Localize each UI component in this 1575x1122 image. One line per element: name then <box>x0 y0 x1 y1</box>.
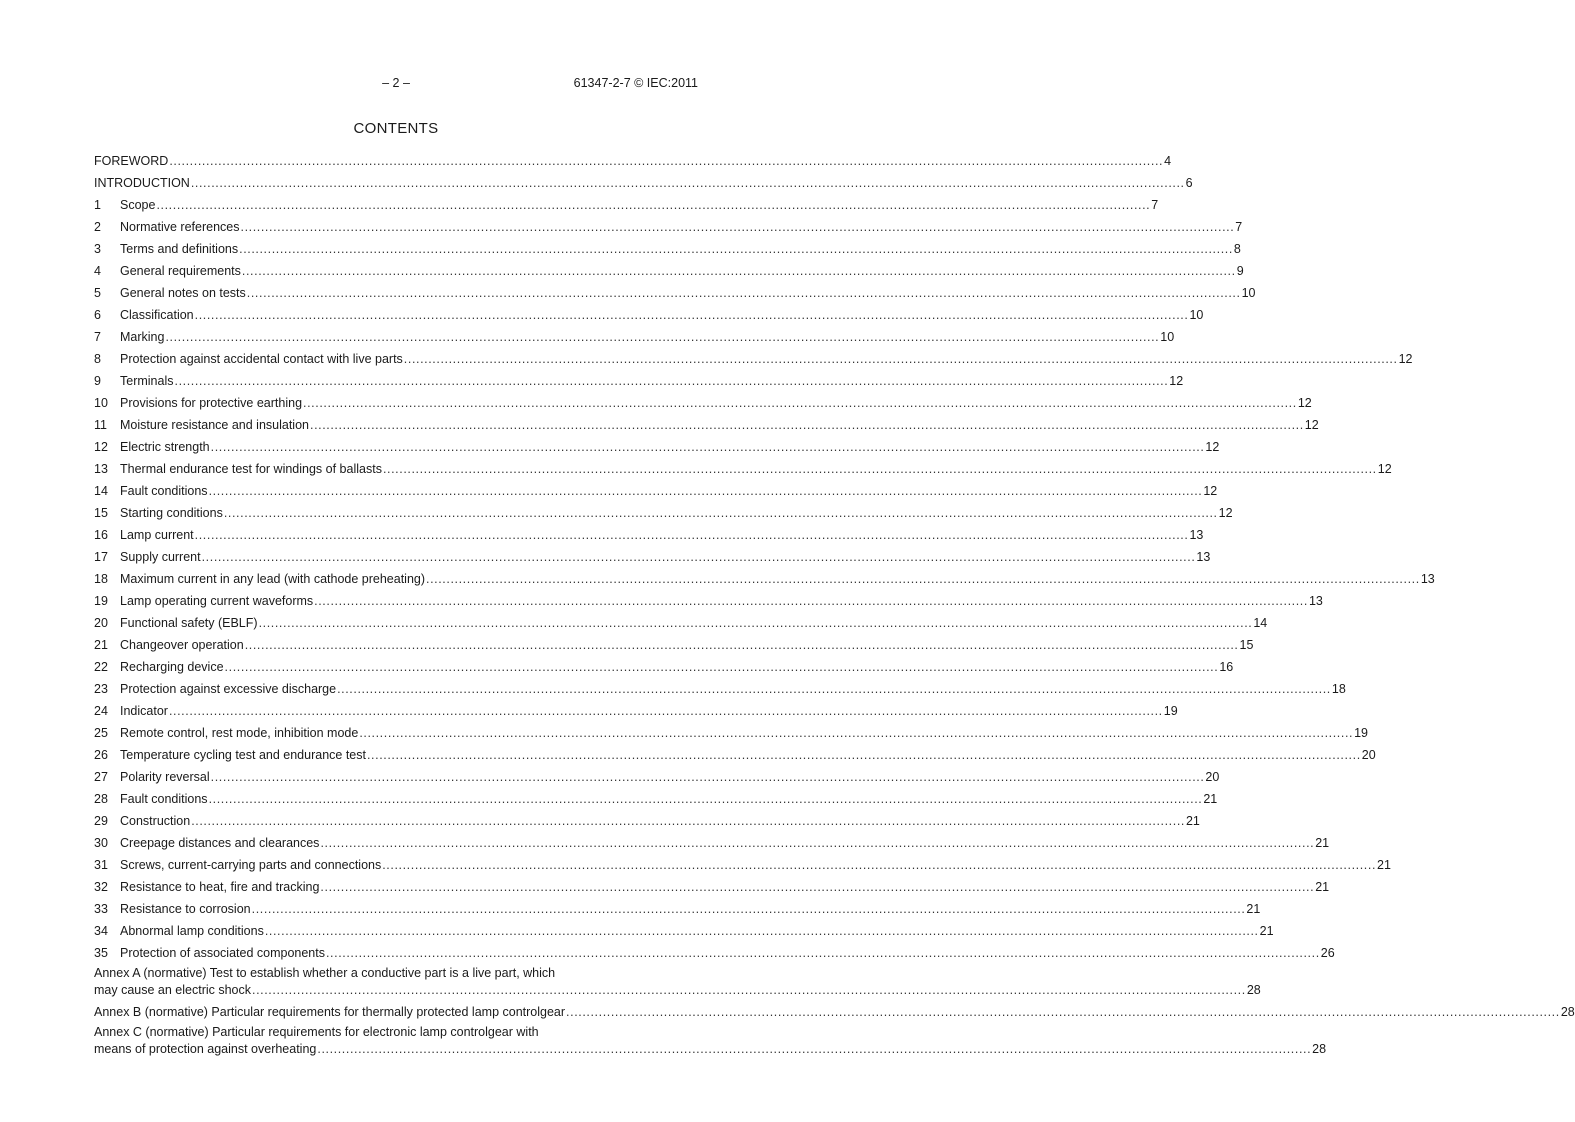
toc-entry-page: 13 <box>1196 550 1211 564</box>
toc-leader-dots: .................................................................................................................................................................................................................................................... <box>246 286 1241 300</box>
toc-entry-page: 13 <box>1420 572 1435 586</box>
toc-entry-page: 6 <box>1185 176 1193 190</box>
toc-entry-title: General requirements <box>120 264 241 278</box>
toc-entry-title: INTRODUCTION <box>94 176 190 190</box>
toc-entry-title: Provisions for protective earthing <box>120 396 303 410</box>
toc-entry-title: Construction <box>120 814 191 828</box>
toc-entry-title: Starting conditions <box>120 506 223 520</box>
toc-entry-number: 29 <box>94 814 108 828</box>
toc-leader-dots: .................................................................................................................................................................................................................................................... <box>403 352 1398 366</box>
toc-entry-page: 28 <box>1560 1005 1575 1019</box>
toc-entry-title: Screws, current-carrying parts and connections <box>120 858 382 872</box>
toc-entry-page: 16 <box>1219 660 1234 674</box>
toc-entry-number: 17 <box>94 550 108 564</box>
toc-leader-dots: .................................................................................................................................................................................................................................................... <box>566 1005 1560 1019</box>
toc-leader-dots: .................................................................................................................................................................................................................................................... <box>325 946 1320 960</box>
toc-entry-page: 12 <box>1377 462 1392 476</box>
toc-entry-number: 4 <box>94 264 101 278</box>
toc-annex-title-line1: Annex C (normative) Particular requirements for electronic lamp controlgear with <box>94 1025 539 1039</box>
toc-leader-dots: .................................................................................................................................................................................................................................................... <box>240 220 1235 234</box>
toc-entry[interactable] <box>94 876 1330 898</box>
document-reference: 61347-2-7 © IEC:2011 <box>573 76 698 90</box>
toc-entry-number: 8 <box>94 352 101 366</box>
toc-entry-page: 20 <box>1205 770 1220 784</box>
toc-entry[interactable] <box>94 502 1233 524</box>
toc-entry[interactable] <box>94 612 1268 634</box>
toc-entry-number: 11 <box>94 418 107 432</box>
toc-leader-dots: .................................................................................................................................................................................................................................................... <box>366 748 1361 762</box>
toc-entry-page: 12 <box>1398 352 1413 366</box>
toc-entry-title: Maximum current in any lead (with cathode preheating) <box>120 572 426 586</box>
toc-entry-number: 10 <box>94 396 108 410</box>
toc-entry[interactable] <box>94 260 1244 282</box>
toc-entry[interactable] <box>94 854 1391 876</box>
toc-entry-page: 4 <box>1164 154 1172 168</box>
toc-entry-number: 3 <box>94 242 101 256</box>
toc-leader-dots: .................................................................................................................................................................................................................................................... <box>190 176 1185 190</box>
toc-leader-dots: .................................................................................................................................................................................................................................................... <box>194 528 1189 542</box>
toc-entry-title: Remote control, rest mode, inhibition mode <box>120 726 359 740</box>
toc-entry-title: Protection against accidental contact with live parts <box>120 352 403 366</box>
toc-entry[interactable] <box>94 832 1330 854</box>
toc-entry-number: 19 <box>94 594 108 608</box>
toc-entry[interactable] <box>94 656 1234 678</box>
toc-leader-dots: .................................................................................................................................................................................................................................................... <box>426 572 1420 586</box>
toc-entry[interactable] <box>94 458 1392 480</box>
toc-entry[interactable] <box>94 238 1241 260</box>
toc-entry-page: 19 <box>1163 704 1178 718</box>
toc-leader-dots: .................................................................................................................................................................................................................................................... <box>191 814 1185 828</box>
toc-leader-dots: .................................................................................................................................................................................................................................................... <box>241 264 1236 278</box>
toc-entry-title: Changeover operation <box>120 638 244 652</box>
toc-entry-page: 10 <box>1160 330 1175 344</box>
toc-entry-number: 28 <box>94 792 108 806</box>
toc-entry[interactable] <box>94 216 1243 238</box>
toc-entry[interactable] <box>94 590 1323 612</box>
toc-entry-number: 30 <box>94 836 108 850</box>
toc-leader-dots: .................................................................................................................................................................................................................................................... <box>210 770 1205 784</box>
toc-entry-page: 13 <box>1189 528 1204 542</box>
toc-entry-title: Recharging device <box>120 660 224 674</box>
toc-entry-title: Protection of associated components <box>120 946 325 960</box>
toc-entry[interactable] <box>94 920 1274 942</box>
toc-entry-page: 7 <box>1151 198 1159 212</box>
toc-entry[interactable] <box>94 744 1376 766</box>
toc-leader-dots: .................................................................................................................................................................................................................................................... <box>337 682 1331 696</box>
toc-leader-dots: .................................................................................................................................................................................................................................................... <box>359 726 1354 740</box>
toc-entry-page: 21 <box>1203 792 1218 806</box>
toc-entry-title: Electric strength <box>120 440 210 454</box>
toc-leader-dots: .................................................................................................................................................................................................................................................... <box>169 154 1164 168</box>
toc-entry[interactable] <box>94 370 1184 392</box>
toc-leader-dots: .................................................................................................................................................................................................................................................... <box>156 198 1151 212</box>
toc-entry-number: 12 <box>94 440 108 454</box>
toc-entry-title: Indicator <box>120 704 168 718</box>
toc-annex-entry[interactable] <box>94 1025 1327 1058</box>
toc-annex-line <box>94 1040 1327 1058</box>
toc-entry-title: Terms and definitions <box>120 242 239 256</box>
toc-leader-dots: .................................................................................................................................................................................................................................................... <box>303 396 1297 410</box>
toc-entry-page: 12 <box>1205 440 1220 454</box>
toc-entry-number: 18 <box>94 572 108 586</box>
toc-leader-dots: .................................................................................................................................................................................................................................................... <box>310 418 1304 432</box>
toc-entry-page: 26 <box>1320 946 1335 960</box>
toc-entry-title: Resistance to heat, fire and tracking <box>120 880 320 894</box>
toc-entry-title: Moisture resistance and insulation <box>120 418 309 432</box>
toc-entry-number: 2 <box>94 220 101 234</box>
toc-entry-title: Temperature cycling test and endurance test <box>120 748 366 762</box>
toc-entry-page: 28 <box>1312 1042 1327 1056</box>
toc-entry-number: 5 <box>94 286 101 300</box>
toc-entry[interactable] <box>94 392 1312 414</box>
toc-entry[interactable] <box>94 722 1369 744</box>
toc-entry-number: 16 <box>94 528 108 542</box>
toc-entry-number: 13 <box>94 462 108 476</box>
toc-entry-page: 9 <box>1236 264 1244 278</box>
toc-entry-page: 19 <box>1354 726 1369 740</box>
toc-annex-title-line2: Annex B (normative) Particular requirements for thermally protected lamp controlgear <box>94 1005 566 1019</box>
toc-entry[interactable] <box>94 788 1218 810</box>
toc-entry-page: 21 <box>1315 836 1330 850</box>
toc-leader-dots: .................................................................................................................................................................................................................................................... <box>252 983 1246 997</box>
toc-entry-page: 21 <box>1315 880 1330 894</box>
toc-entry-number: 20 <box>94 616 108 630</box>
toc-entry-page: 14 <box>1253 616 1268 630</box>
toc-entry-number: 7 <box>94 330 101 344</box>
toc-entry-page: 10 <box>1189 308 1204 322</box>
toc-entry-page: 21 <box>1185 814 1200 828</box>
toc-entry-title: Polarity reversal <box>120 770 210 784</box>
toc-leader-dots: .................................................................................................................................................................................................................................................... <box>251 902 1246 916</box>
toc-entry[interactable] <box>94 326 1175 348</box>
toc-leader-dots: .................................................................................................................................................................................................................................................... <box>258 616 1253 630</box>
contents-title: CONTENTS <box>353 120 439 137</box>
toc-entry-title: Creepage distances and clearances <box>120 836 320 850</box>
toc-leader-dots: .................................................................................................................................................................................................................................................... <box>168 704 1163 718</box>
toc-entry[interactable] <box>94 700 1178 722</box>
toc-entry-number: 24 <box>94 704 108 718</box>
toc-entry[interactable] <box>94 898 1261 920</box>
toc-annex-line <box>94 1003 1575 1021</box>
toc-leader-dots: .................................................................................................................................................................................................................................................... <box>382 858 1377 872</box>
toc-leader-dots: .................................................................................................................................................................................................................................................... <box>201 550 1196 564</box>
toc-annex-entry[interactable] <box>94 1003 1575 1021</box>
toc-leader-dots: .................................................................................................................................................................................................................................................... <box>244 638 1239 652</box>
toc-leader-dots: .................................................................................................................................................................................................................................................... <box>208 792 1203 806</box>
toc-entry[interactable] <box>94 348 1413 370</box>
toc-entry-number: 25 <box>94 726 108 740</box>
toc-entry-number: 27 <box>94 770 108 784</box>
page-header <box>94 76 698 92</box>
toc-entry-title: Classification <box>120 308 194 322</box>
toc-entry-number: 31 <box>94 858 108 872</box>
toc-leader-dots: .................................................................................................................................................................................................................................................... <box>165 330 1160 344</box>
toc-entry-page: 18 <box>1331 682 1346 696</box>
toc-entry-title: Abnormal lamp conditions <box>120 924 264 938</box>
toc-entry-number: 21 <box>94 638 108 652</box>
toc-annex-line <box>94 981 1261 999</box>
toc-entry-title: Fault conditions <box>120 484 208 498</box>
toc-leader-dots: .................................................................................................................................................................................................................................................... <box>223 506 1218 520</box>
toc-entry-title: Marking <box>120 330 165 344</box>
toc-entry-number: 33 <box>94 902 108 916</box>
toc-entry-title: Lamp operating current waveforms <box>120 594 314 608</box>
toc-entry[interactable] <box>94 634 1254 656</box>
toc-annex-title-line2: means of protection against overheating <box>94 1042 317 1056</box>
toc-entry-title: Protection against excessive discharge <box>120 682 337 696</box>
toc-entry-title: Normative references <box>120 220 240 234</box>
toc-entry[interactable] <box>94 436 1220 458</box>
toc-leader-dots: .................................................................................................................................................................................................................................................... <box>210 440 1205 454</box>
toc-leader-dots: .................................................................................................................................................................................................................................................... <box>320 880 1315 894</box>
toc-entry[interactable] <box>94 304 1204 326</box>
toc-leader-dots: .................................................................................................................................................................................................................................................... <box>174 374 1169 388</box>
toc-entry[interactable] <box>94 766 1220 788</box>
toc-leader-dots: .................................................................................................................................................................................................................................................... <box>208 484 1203 498</box>
toc-entry-title: Scope <box>120 198 156 212</box>
toc-entry[interactable] <box>94 810 1200 832</box>
toc-leader-dots: .................................................................................................................................................................................................................................................... <box>382 462 1377 476</box>
toc-entry-title: FOREWORD <box>94 154 169 168</box>
toc-entry-page: 12 <box>1297 396 1312 410</box>
toc-entry-page: 12 <box>1203 484 1218 498</box>
toc-entry-number: 1 <box>94 198 101 212</box>
toc-entry-page: 8 <box>1233 242 1241 256</box>
toc-entry-title: Lamp current <box>120 528 194 542</box>
toc-leader-dots: .................................................................................................................................................................................................................................................... <box>239 242 1233 256</box>
toc-entry-number: 9 <box>94 374 101 388</box>
toc-entry-page: 12 <box>1304 418 1319 432</box>
toc-entry-page: 12 <box>1169 374 1184 388</box>
toc-leader-dots: .................................................................................................................................................................................................................................................... <box>224 660 1219 674</box>
toc-entry-page: 21 <box>1246 902 1261 916</box>
page-number: – 2 – <box>382 76 410 90</box>
toc-entry-page: 21 <box>1259 924 1274 938</box>
toc-entry-number: 14 <box>94 484 108 498</box>
toc-entry-page: 7 <box>1235 220 1243 234</box>
toc-entry[interactable] <box>94 194 1159 216</box>
toc-entry-number: 34 <box>94 924 108 938</box>
toc-entry-number: 35 <box>94 946 108 960</box>
toc-entry-page: 12 <box>1218 506 1233 520</box>
toc-entry[interactable] <box>94 414 1319 436</box>
toc-entry[interactable] <box>94 282 1256 304</box>
toc-entry-number: 32 <box>94 880 108 894</box>
toc-entry[interactable] <box>94 524 1204 546</box>
toc-entry-page: 13 <box>1308 594 1323 608</box>
toc-entry-title: Functional safety (EBLF) <box>120 616 258 630</box>
toc-entry[interactable] <box>94 546 1211 568</box>
toc-entry-page: 15 <box>1239 638 1254 652</box>
toc-annex-title-line2: may cause an electric shock <box>94 983 252 997</box>
toc-entry[interactable] <box>94 568 1435 590</box>
toc-entry-title: Terminals <box>120 374 174 388</box>
toc-entry-page: 10 <box>1241 286 1256 300</box>
toc-entry-page: 20 <box>1361 748 1376 762</box>
toc-entry-number: 26 <box>94 748 108 762</box>
toc-entry-number: 22 <box>94 660 108 674</box>
toc-entry-title: General notes on tests <box>120 286 246 300</box>
toc-leader-dots: .................................................................................................................................................................................................................................................... <box>264 924 1259 938</box>
toc-leader-dots: .................................................................................................................................................................................................................................................... <box>317 1042 1312 1056</box>
toc-entry[interactable] <box>94 942 1335 964</box>
toc-leader-dots: .................................................................................................................................................................................................................................................... <box>320 836 1315 850</box>
toc-leader-dots: .................................................................................................................................................................................................................................................... <box>194 308 1189 322</box>
toc-entry-title: Resistance to corrosion <box>120 902 251 916</box>
toc-annex-title-line1: Annex A (normative) Test to establish whether a conductive part is a live part, which <box>94 966 556 980</box>
toc-entry-title: Thermal endurance test for windings of ballasts <box>120 462 382 476</box>
toc-entry-title: Supply current <box>120 550 201 564</box>
table-of-contents <box>94 150 1575 1058</box>
toc-entry-title: Fault conditions <box>120 792 208 806</box>
toc-entry-page: 28 <box>1246 983 1261 997</box>
toc-entry-number: 23 <box>94 682 108 696</box>
toc-entry-page: 21 <box>1377 858 1391 872</box>
toc-entry[interactable] <box>94 150 1172 172</box>
toc-entry-number: 15 <box>94 506 108 520</box>
toc-entry[interactable] <box>94 678 1346 700</box>
toc-entry[interactable] <box>94 172 1193 194</box>
toc-leader-dots: .................................................................................................................................................................................................................................................... <box>314 594 1308 608</box>
toc-entry-number: 6 <box>94 308 101 322</box>
toc-annex-entry[interactable] <box>94 966 1261 999</box>
toc-entry[interactable] <box>94 480 1218 502</box>
